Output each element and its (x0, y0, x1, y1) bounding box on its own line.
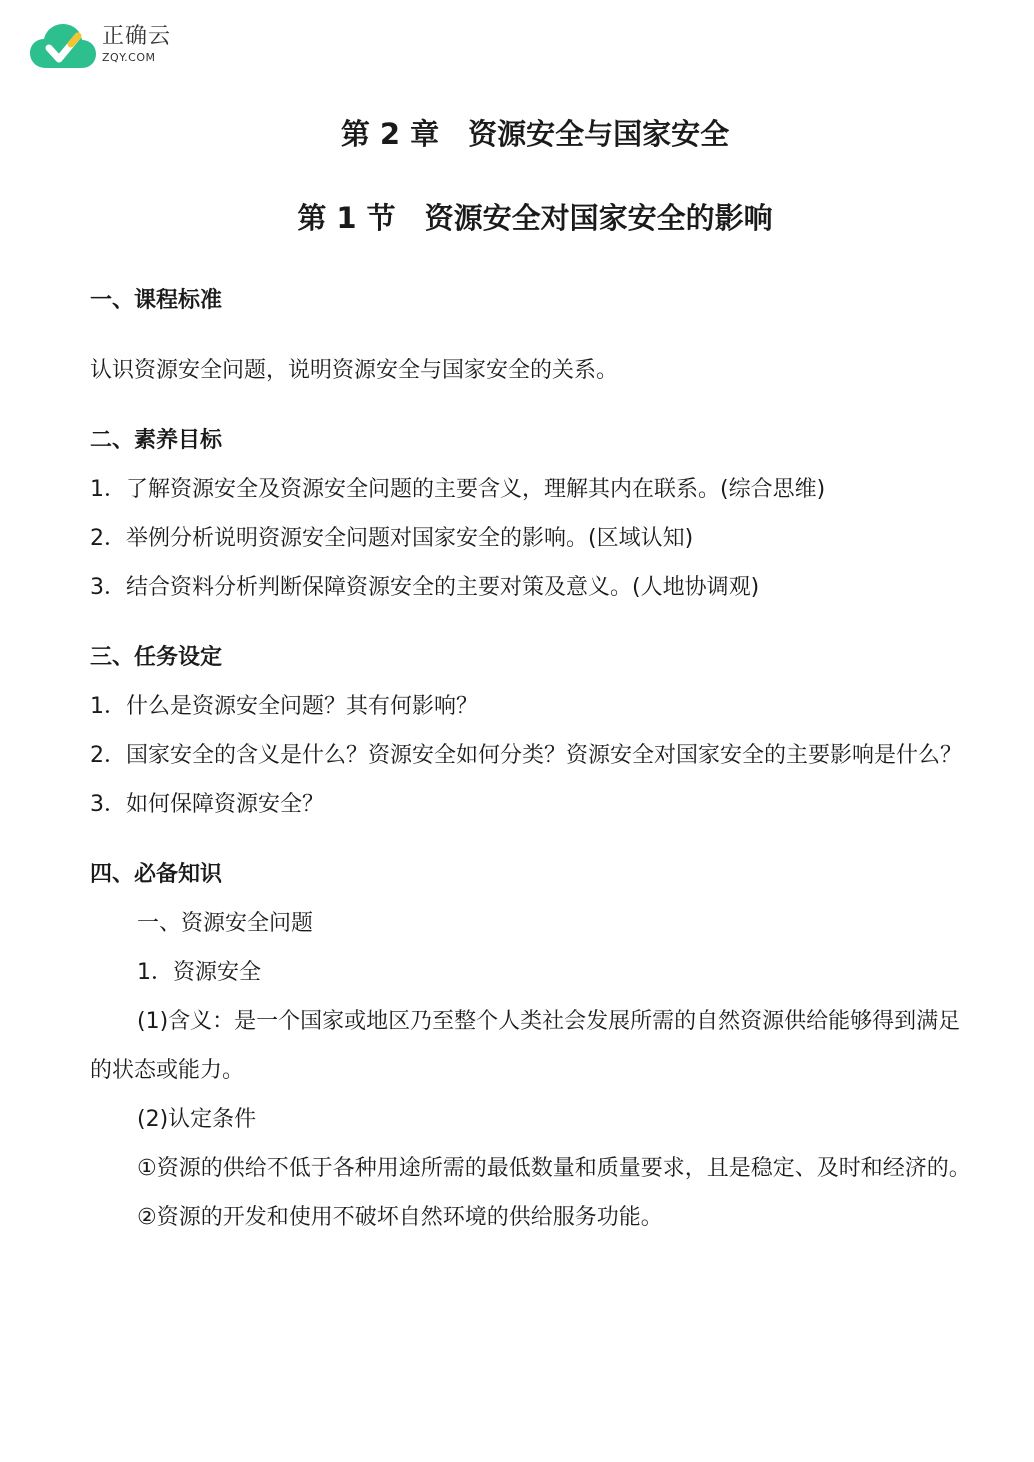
task-item: 2．国家安全的含义是什么？资源安全如何分类？资源安全对国家安全的主要影响是什么？ (90, 743, 963, 768)
cloud-check-icon (30, 22, 96, 72)
section-title: 第 1 节 资源安全对国家安全的影响 (297, 201, 773, 235)
knowledge-line: (1)含义：是一个国家或地区乃至整个人类社会发展所需的自然资源供给能够得到满足的状态或能力。 (90, 1009, 961, 1083)
standard-text: 认识资源安全问题，说明资源安全与国家安全的关系。 (90, 358, 619, 383)
knowledge-line: 1．资源安全 (137, 960, 261, 985)
heading-knowledge: 四、必备知识 (90, 862, 223, 887)
knowledge-line: (2)认定条件 (137, 1107, 257, 1132)
task-item: 3．如何保障资源安全？ (90, 792, 324, 817)
knowledge-line: ①资源的供给不低于各种用途所需的最低数量和质量要求，且是稳定、及时和经济的。 (137, 1156, 971, 1181)
goal-item: 1．了解资源安全及资源安全问题的主要含义，理解其内在联系。(综合思维) (90, 477, 826, 502)
goal-item: 2．举例分析说明资源安全问题对国家安全的影响。(区域认知) (90, 526, 694, 551)
heading-standard: 一、课程标准 (90, 288, 223, 313)
document-body (90, 276, 980, 1242)
task-item: 1．什么是资源安全问题？其有何影响？ (90, 694, 478, 719)
logo-name-en: ZQY.COM (102, 51, 156, 64)
heading-tasks: 三、任务设定 (90, 645, 223, 670)
zqy-logo[interactable] (30, 22, 180, 74)
knowledge-line: 一、资源安全问题 (137, 911, 314, 936)
goal-item: 3．结合资料分析判断保障资源安全的主要对策及意义。(人地协调观) (90, 575, 760, 600)
logo-name-cn: 正确云 (102, 24, 172, 49)
heading-goals: 二、素养目标 (90, 428, 223, 453)
chapter-title: 第 2 章 资源安全与国家安全 (340, 117, 730, 151)
knowledge-line: ②资源的开发和使用不破坏自然环境的供给服务功能。 (137, 1205, 663, 1230)
